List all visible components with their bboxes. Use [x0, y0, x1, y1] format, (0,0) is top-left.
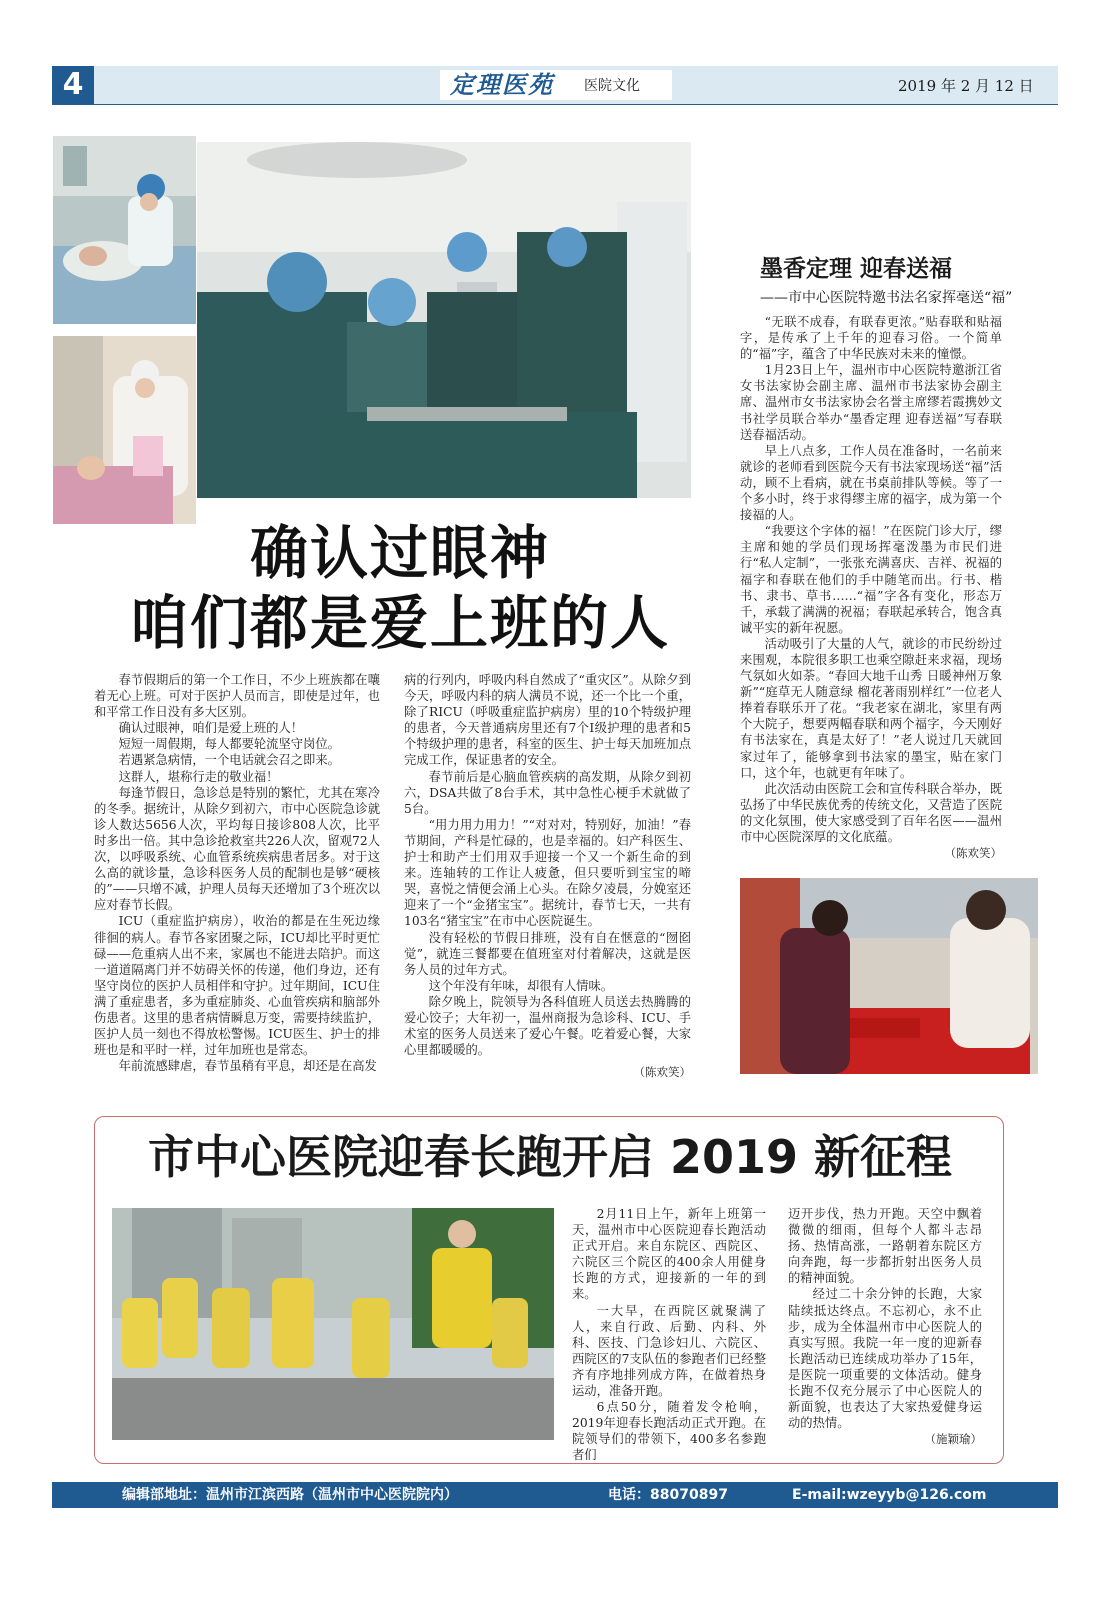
paragraph: 病的行列内，呼吸内科自然成了“重灾区”。从除夕到今天，呼吸内科的病人满员不说，还一个比一个重，除了RICU（呼吸重症监护病房）里的10个特级护理的患者，今天普通病房里还有7个I级护理的患者和5个特级护理的患者，科室的医生、护士每天加班加点完成工作，保证患者的安全。: [404, 673, 691, 768]
paragraph: ICU（重症监护病房），收治的都是在生死边缘徘徊的病人。春节各家团聚之际，ICU却比平时更忙碌——危重病人出不来，家属也不能进去陪护。而这一道道隔离门并不妨碍关怀的传递，他们身边，还有坚守岗位的医护人员相伴和守护。过年期间，ICU住满了重症患者，多为重症肺炎、心血管疾病和脑部外伤患者。这里的患者病情瞬息万变，需要持续监护，医护人员一刻也不得放松警惕。ICU医生、护士的排班也是和平时一样，过年加班也是常态。: [94, 914, 380, 1058]
photo-nurse-icu: [53, 136, 196, 324]
side-article-body: [740, 314, 1002, 861]
paragraph: 此次活动由医院工会和宣传科联合举办，既弘扬了中华民族优秀的传统文化，又营造了医院的文化氛围，使大家感受到了百年名医——温州市中心医院深厚的文化底蕴。: [740, 781, 1002, 844]
main-headline-line1: 确认过眼神: [249, 519, 550, 587]
header-rule: [52, 104, 1058, 105]
photo-calligraphy-event: [740, 878, 1038, 1074]
byline: （陈欢笑）: [633, 1065, 691, 1080]
side-subheadline: ——市中心医院特邀书法名家挥毫送“福”: [760, 290, 1013, 306]
paragraph: 迈开步伐，热力开跑。天空中飘着微微的细雨，但每个人都斗志昂扬、热情高涨，一路朝着东院区方向奔跑，每一步都折射出医务人员的精神面貌。: [788, 1207, 982, 1286]
page-number: 4: [52, 66, 94, 104]
paragraph: 这个年没有年味，却很有人情味。: [428, 978, 614, 993]
paragraph: 春节假期后的第一个工作日，不少上班族都在嚷着无心上班。可对于医护人员而言，即使是过年，也和平常工作日没有多大区别。: [94, 673, 380, 720]
paragraph: 年前流感肆虐，春节虽稍有平息，却还是在高发: [118, 1059, 377, 1074]
paragraph: 没有轻松的节假日排班，没有自在惬意的“囫囵觉”，就连三餐都要在值班室对付着解决，这就是医务人员的过年方式。: [404, 930, 691, 977]
section-name: 医院文化: [584, 78, 640, 94]
paragraph: 1月23日上午，温州市中心医院特邀浙江省女书法家协会副主席、温州市书法家协会副主席、温州市女书法家协会名誉主席缪若霞携妙文书社学员联合举办“墨香定理 迎春送福”写春联送春福活动。: [740, 363, 1002, 442]
main-article-column-1: [94, 672, 380, 1074]
main-article-column-2: [404, 672, 691, 1080]
paragraph: 确认过眼神，咱们是爱上班的人！: [118, 721, 304, 736]
byline: （陈欢笑）: [944, 846, 1002, 861]
run-headline: 市中心医院迎春长跑开启 2019 新征程: [147, 1130, 953, 1184]
paragraph: “用力用力用力！”“对对对，特别好，加油！”春节期间，产科是忙碌的，也是幸福的。妇产科医生、护士和助产士们用双手迎接一个又一个新生命的到来。连轴转的工作让人疲惫，但只要听到宝宝的啼哭，喜悦之情便会涌上心头。在除夕凌晨，分娩室还迎来了一个“金猪宝宝”。据统计，春节七天，一共有103名“猪宝宝”在市中心医院诞生。: [404, 817, 691, 929]
issue-date: 2019 年 2 月 12 日: [898, 77, 1034, 95]
photo-nurse-ward: [53, 336, 196, 524]
side-headline: 墨香定理 迎春送福: [760, 256, 953, 282]
paragraph: 6点50分，随着发令枪响，2019年迎春长跑活动正式开跑。在院领导们的带领下，400多名参跑者们: [572, 1400, 766, 1463]
paragraph: 春节前后是心脑血管疾病的高发期，从除夕到初六，DSA共做了8台手术，其中急性心梗手术就做了5台。: [404, 769, 691, 816]
paragraph: 2月11日上午，新年上班第一天，温州市中心医院迎春长跑活动正式开启。来自东院区、西院区、六院区三个院区的400余人用健身长跑的方式，迎接新的一年的到来。: [572, 1207, 766, 1302]
run-article-column-1: [572, 1206, 766, 1464]
paragraph: 每逢节假日，急诊总是特别的繁忙，尤其在寒冷的冬季。据统计，从除夕到初六，市中心医院急诊就诊人数达5656人次，平均每日接诊808人次，比平时多出一倍。其中急诊抢救室共226人次，留观72人次，以呼吸系统、心血管系统疾病患者居多。对于这么高的就诊量，急诊科医务人员的配制也是够“硬核的”——只增不减，护理人员每天还增加了3个班次以应对春节长假。: [94, 785, 380, 913]
photo-operating-room: [197, 142, 691, 498]
byline: （施颖瑜）: [924, 1432, 982, 1447]
paragraph: “我要这个字体的福！”在医院门诊大厅，缪主席和她的学员们现场挥毫泼墨为市民们进行“私人定制”，一张张充满喜庆、吉祥、祝福的福字和春联在他们的手中随笔而出。行书、楷书、隶书、草书……“福”字各有变化，形态万千，承载了满满的祝福；春联起承转合，饱含真诚平实的新年祝愿。: [740, 524, 1002, 635]
paragraph: 短短一周假期，每人都要轮流坚守岗位。: [118, 737, 340, 752]
footer-address: 编辑部地址：温州市江滨西路（温州市中心医院院内）: [122, 1487, 458, 1503]
paragraph: 若遇紧急病情，一个电话就会召之即来。: [118, 753, 340, 768]
footer-phone: 电话：88070897: [608, 1487, 728, 1503]
paragraph: 经过二十余分钟的长跑，大家陆续抵达终点。不忘初心，永不止步，成为全体温州市中心医院人的真实写照。我院一年一度的迎新春长跑活动已连续成功举办了15年，是医院一项重要的文体活动。健身长跑不仅充分展示了中心医院人的新面貌，也表达了大家热爱健身运动的热情。: [788, 1287, 982, 1431]
run-article-column-2: [788, 1206, 982, 1447]
paragraph: 活动吸引了大量的人气，就诊的市民纷纷过来围观，本院很多职工也乘空隙赶来求福，现场气氛如火如荼。“春回大地千山秀 日暖神州万象新”“庭草无人随意绿 榴花著雨别样红”一位老人捧着春联乐开了花。“我老家在湖北，家里有两个大院子，想要两幅春联和两个福字，今天刚好有书法家在，真是太好了！”老人说过几天就回家过年了，能够拿到书法家的墨宝，贴在家门口，这个年，也就更有年味了。: [740, 636, 1002, 780]
paragraph: “无联不成春，有联春更浓。”贴春联和贴福字，是传承了上千年的迎春习俗。一个简单的“福”字，蕴含了中华民族对未来的憧憬。: [740, 315, 1002, 362]
footer-email: E-mail:wzeyyb@126.com: [792, 1487, 987, 1503]
paragraph: 一大早，在西院区就聚满了人，来自行政、后勤、内科、外科、医技、门急诊妇儿、六院区、西院区的7支队伍的参跑者们已经整齐有序地排列成方阵，在做着热身运动，准备开跑。: [572, 1303, 766, 1399]
paragraph: 早上八点多，工作人员在准备时，一名前来就诊的老师看到医院今天有书法家现场送“福”活动，顾不上看病，就在书桌前排队等候。等了一个多小时，终于求得缪主席的福字，成为第一个接福的人。: [740, 443, 1002, 523]
footer-bar: [52, 1482, 1058, 1508]
photo-spring-run: [112, 1208, 554, 1440]
paragraph: 这群人，堪称行走的敬业福！: [118, 769, 279, 784]
masthead-logo: 定理医苑: [450, 70, 554, 99]
main-headline-line2: 咱们都是爱上班的人: [129, 589, 670, 657]
paragraph: 除夕晚上，院领导为各科值班人员送去热腾腾的爱心饺子；大年初一，温州商报为急诊科、ICU、手术室的医务人员送来了爱心午餐。吃着爱心餐，大家心里都暖暖的。: [404, 994, 691, 1058]
